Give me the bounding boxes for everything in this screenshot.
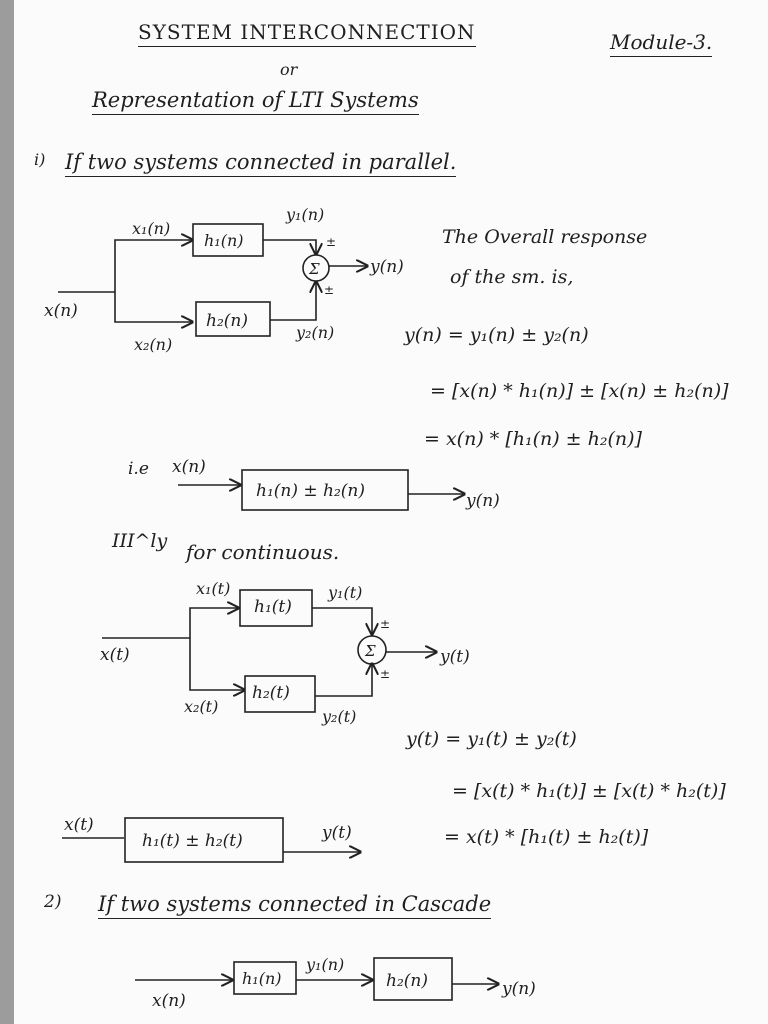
equation-continuous-3: = x(t) * [h₁(t) ± h₂(t)] [444,826,649,848]
cont-x1-label: x₁(t) [196,579,231,598]
block1-label: h₁(n) [204,231,244,250]
cascade-mid-label: y₁(n) [306,955,345,974]
cont-y1-label: y₁(t) [328,583,363,602]
or-label: or [280,60,298,79]
diagram-output-label: y(n) [370,257,404,277]
cont-pm-bottom: ± [380,667,391,681]
diagram-x1-label: x₁(n) [132,219,171,238]
ie-label: i.e [128,459,149,479]
cont-block2-label: h₂(t) [252,683,290,703]
cont-equiv-output-label: y(t) [322,823,352,843]
equation-discrete-3: = x(n) * [h₁(n) ± h₂(n)] [424,428,642,450]
summer-symbol-cont: Σ [365,642,376,660]
equiv-output-label: y(n) [466,491,500,511]
equivalent-continuous-diagram [62,815,360,862]
cont-y2-label: y₂(t) [322,707,357,726]
diagram-x2-label: x₂(n) [134,335,173,354]
parallel-discrete-diagram [44,205,404,354]
summer-symbol: Σ [309,260,320,278]
section2-heading: If two systems connected in Cascade [98,892,491,919]
cont-x2-label: x₂(t) [184,697,219,716]
page-subtitle: Representation of LTI Systems [92,88,419,115]
page-title: SYSTEM INTERCONNECTION [138,20,476,47]
cascade-block2-label: h₂(n) [386,971,428,991]
equation-discrete-2: = [x(n) * h₁(n)] ± [x(n) ± h₂(n)] [430,380,729,402]
cont-equiv-input-label: x(t) [64,815,94,835]
cont-block1-label: h₁(t) [254,597,292,617]
pm-top: ± [326,235,337,249]
diagram-y1-label: y₁(n) [286,205,325,224]
block2-label: h₂(n) [206,311,248,331]
cont-equiv-block-label: h₁(t) ± h₂(t) [142,831,243,851]
overall-response-line2: of the sm. is, [450,266,574,288]
equivalent-discrete-diagram [128,457,500,511]
cascade-output-label: y(n) [502,979,536,999]
equation-discrete-1: y(n) = y₁(n) ± y₂(n) [404,324,589,346]
module-label: Module-3. [610,30,712,57]
cascade-input-label: x(n) [152,991,186,1011]
diagram-input-label: x(n) [44,301,78,321]
diagram-y2-label: y₂(n) [296,323,335,342]
cascade-diagram [135,955,536,1011]
section2-number: 2) [44,892,62,912]
cont-pm-top: ± [380,617,391,631]
cont-input-label: x(t) [100,645,130,665]
section1-number: i) [34,150,46,169]
equation-continuous-1: y(t) = y₁(t) ± y₂(t) [406,728,577,750]
section1-heading: If two systems connected in parallel. [65,150,456,177]
equation-continuous-2: = [x(t) * h₁(t)] ± [x(t) * h₂(t)] [452,780,726,802]
overall-response-line1: The Overall response [442,226,648,248]
parallel-continuous-diagram [100,579,470,726]
similarly-label: III^ly [112,530,168,552]
cascade-block1-label: h₁(n) [242,969,282,988]
equiv-input-label: x(n) [172,457,206,477]
continuous-heading: for continuous. [186,540,340,564]
cont-output-label: y(t) [440,647,470,667]
equiv-block-label: h₁(n) ± h₂(n) [256,481,366,501]
pm-bottom: ± [324,283,335,297]
